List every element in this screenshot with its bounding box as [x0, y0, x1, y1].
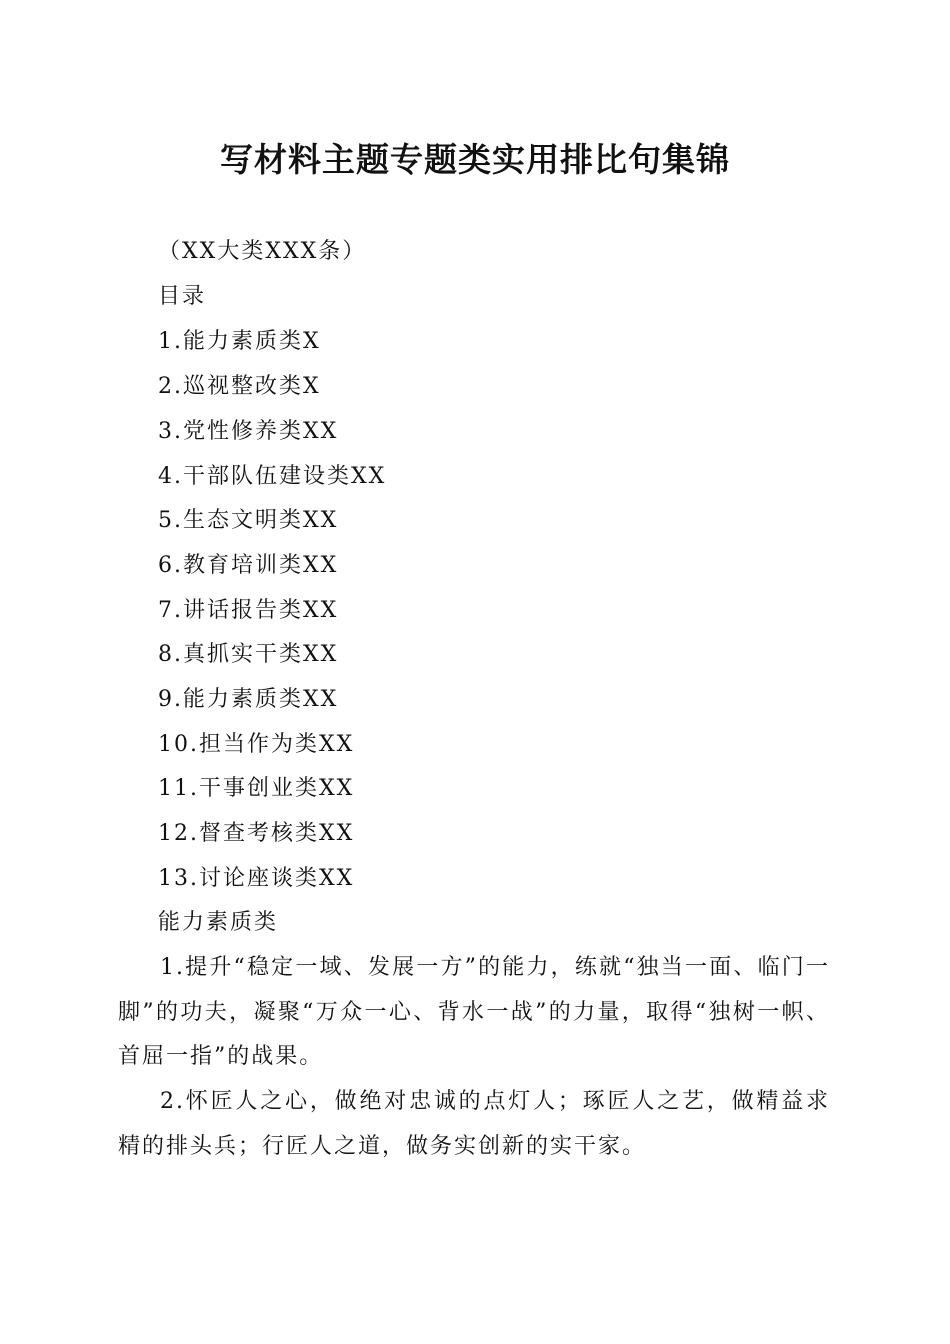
toc-item: 5.生态文明类XX — [158, 508, 339, 533]
toc-item: 3.党性修养类XX — [158, 419, 339, 444]
toc-item: 1.能力素质类X — [158, 329, 321, 354]
toc-heading: 目录 — [158, 284, 207, 309]
toc-item: 7.讲话报告类XX — [158, 598, 339, 623]
body-paragraph: 1.提升“稳定一域、发展一方”的能力，练就“独当一面、临门一脚”的功夫，凝聚“万众一心、背水一战”的力量，取得“独树一帜、首屈一指”的战果。 — [118, 955, 830, 1070]
toc-item: 13.讨论座谈类XX — [158, 866, 355, 891]
toc-item: 9.能力素质类XX — [158, 687, 339, 712]
toc-item: 4.干部队伍建设类XX — [158, 464, 387, 489]
document-subtitle: （XX大类XXX条） — [158, 239, 367, 264]
toc-item: 6.教育培训类XX — [158, 553, 339, 578]
toc-item: 11.干事创业类XX — [158, 776, 355, 801]
section-heading: 能力素质类 — [158, 910, 279, 935]
document-title: 写材料主题专题类实用排比句集锦 — [220, 140, 730, 179]
body-paragraph: 2.怀匠人之心，做绝对忠诚的点灯人；琢匠人之艺，做精益求精的排头兵；行匠人之道，做务实创新的实干家。 — [118, 1089, 830, 1159]
toc-item: 10.担当作为类XX — [158, 732, 355, 757]
toc-item: 2.巡视整改类X — [158, 374, 321, 399]
toc-item: 12.督查考核类XX — [158, 821, 355, 846]
toc-item: 8.真抓实干类XX — [158, 642, 339, 667]
